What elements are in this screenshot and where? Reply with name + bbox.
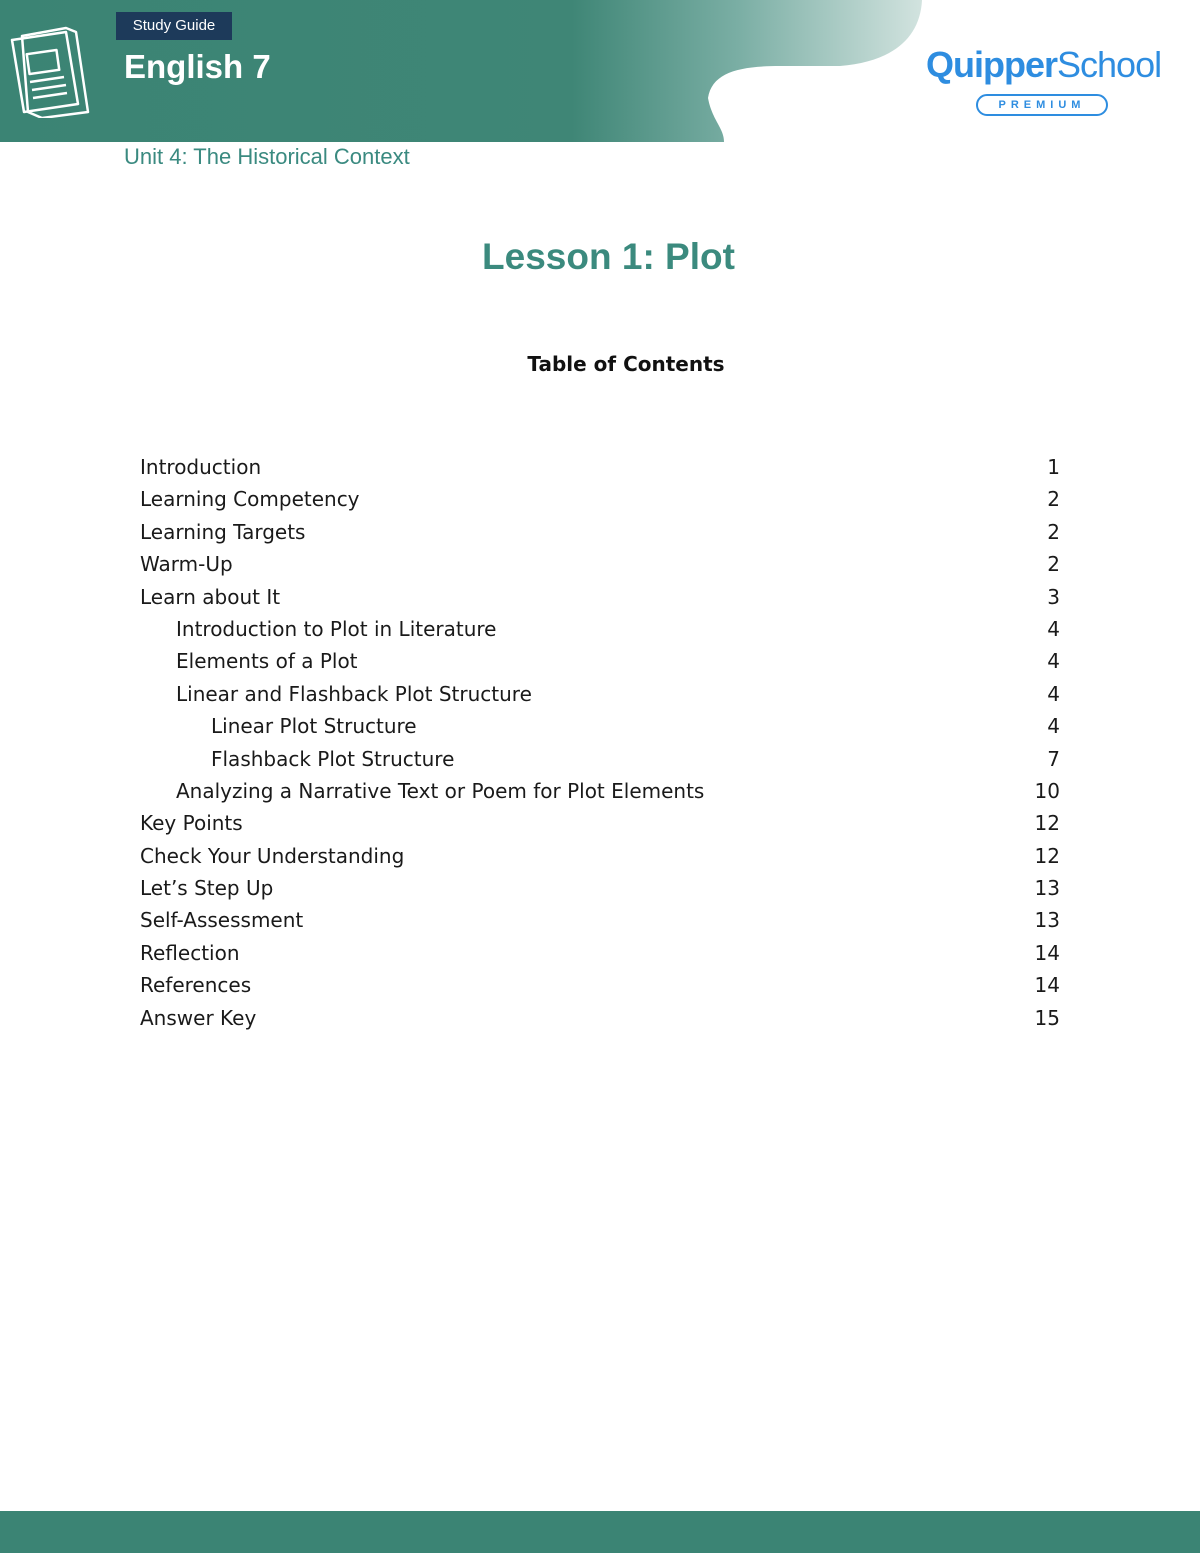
toc-entry-page: 2: [1047, 487, 1060, 512]
toc-entry-page: 14: [1034, 940, 1060, 965]
toc-entry-label: Answer Key: [140, 1005, 257, 1030]
toc-entry[interactable]: [140, 581, 1060, 613]
toc-entry-page: 15: [1034, 1005, 1060, 1030]
toc-entry-label: Introduction to Plot in Literature: [176, 616, 497, 641]
footer-band: [0, 1511, 1200, 1553]
toc-entry-label: Let’s Step Up: [140, 876, 274, 901]
toc-entry-label: Reflection: [140, 940, 240, 965]
lesson-title: Lesson 1: Plot: [482, 236, 735, 277]
toc-entry[interactable]: [140, 743, 1060, 775]
unit-title: Unit 4: The Historical Context: [124, 144, 410, 169]
toc-entry-page: 13: [1034, 908, 1060, 933]
toc-entry-label: Learning Competency: [140, 487, 360, 512]
toc-entry-page: 12: [1034, 811, 1060, 836]
toc-entry-page: 10: [1034, 778, 1060, 803]
toc-entry-page: 2: [1047, 519, 1060, 544]
toc-entry[interactable]: [140, 645, 1060, 677]
toc-entry-page: 4: [1047, 616, 1060, 641]
toc-entry-label: Introduction: [140, 455, 262, 479]
toc-entry[interactable]: [140, 904, 1060, 936]
toc-entry-label: Key Points: [140, 811, 243, 836]
toc-entry[interactable]: [140, 775, 1060, 807]
toc-entry-label: Elements of a Plot: [176, 649, 358, 674]
toc-entry-page: 13: [1034, 876, 1060, 901]
toc-entry[interactable]: [140, 451, 1060, 483]
logo-brand-quipper: Quipper: [926, 44, 1058, 85]
toc-entry-page: 7: [1047, 746, 1060, 771]
toc-entry[interactable]: [140, 516, 1060, 548]
table-of-contents: [140, 451, 1060, 1034]
study-guide-document-icon: [8, 22, 100, 118]
toc-entry[interactable]: [140, 807, 1060, 839]
toc-entry-page: 2: [1047, 552, 1060, 577]
toc-entry-label: Linear Plot Structure: [211, 714, 417, 739]
logo-wordmark: [926, 44, 1161, 86]
premium-badge: PREMIUM: [976, 94, 1108, 116]
toc-entry-label: Check Your Understanding: [140, 843, 405, 868]
toc-entry-label: Warm-Up: [140, 552, 233, 577]
toc-entry[interactable]: [140, 710, 1060, 742]
study-guide-badge: Study Guide: [116, 12, 232, 40]
toc-entry[interactable]: [140, 872, 1060, 904]
toc-entry-label: References: [140, 973, 252, 998]
toc-entry[interactable]: [140, 840, 1060, 872]
toc-entry[interactable]: [140, 548, 1060, 580]
toc-entry-label: Linear and Flashback Plot Structure: [176, 681, 532, 706]
toc-entry-page: 4: [1047, 649, 1060, 674]
subject-title: English 7: [124, 48, 271, 85]
toc-entry-page: 4: [1047, 681, 1060, 706]
toc-entry-label: Learning Targets: [140, 519, 306, 544]
toc-entry-page: 1: [1047, 455, 1060, 479]
quipper-school-logo: [926, 44, 1166, 124]
toc-entry[interactable]: [140, 483, 1060, 515]
toc-entry-label: Self-Assessment: [140, 908, 304, 933]
toc-entry-page: 3: [1047, 584, 1060, 609]
toc-entry-page: 12: [1034, 843, 1060, 868]
toc-entry-page: 4: [1047, 714, 1060, 739]
toc-entry[interactable]: [140, 937, 1060, 969]
toc-entry[interactable]: [140, 678, 1060, 710]
toc-entry-label: Analyzing a Narrative Text or Poem for Plot Elements: [176, 778, 705, 803]
toc-entry-label: Flashback Plot Structure: [211, 746, 455, 771]
toc-entry-label: Learn about It: [140, 584, 281, 609]
toc-entry[interactable]: [140, 1002, 1060, 1034]
toc-heading: Table of Contents: [527, 352, 725, 376]
toc-entry[interactable]: [140, 613, 1060, 645]
logo-brand-school: School: [1057, 44, 1162, 85]
toc-entry[interactable]: [140, 969, 1060, 1001]
toc-entry-page: 14: [1034, 973, 1060, 998]
